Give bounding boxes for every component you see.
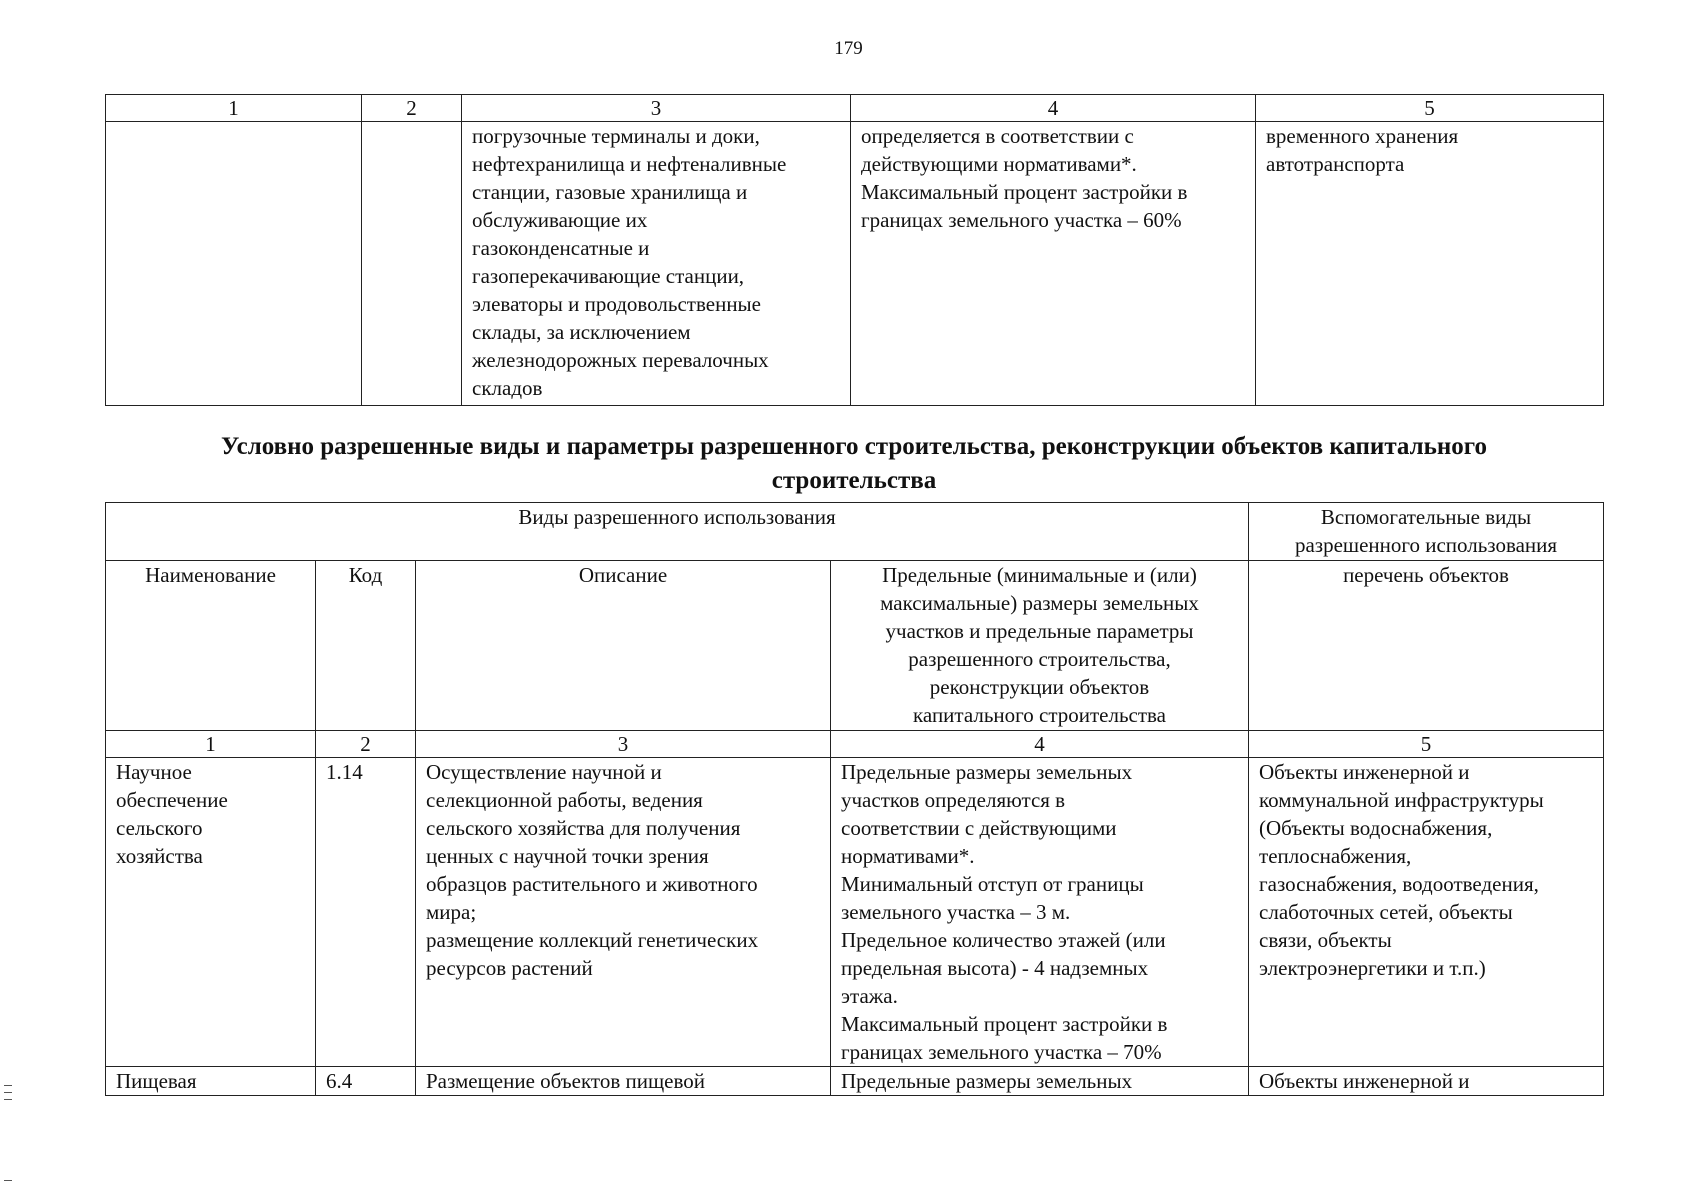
row-auxiliary-cell: Объекты инженерной и	[1249, 1067, 1604, 1096]
top-row-cell-3	[462, 122, 851, 406]
auxiliary-uses-header: Вспомогательные виды разрешенного использования	[1249, 503, 1604, 561]
margin-mark	[4, 1099, 12, 1100]
column-header-name: Наименование	[106, 561, 316, 731]
top-row-cell-2	[362, 122, 462, 406]
top-header-cell-5: 5	[1256, 95, 1604, 122]
column-header-description: Описание	[416, 561, 831, 731]
row-code-cell: 6.4	[316, 1067, 416, 1096]
top-row-objects-text: погрузочные терминалы и доки, нефтехранилища и нефтеналивные станции, газовые хранилища и обслуживающие их газоконденсатные и газоперекачивающие станции, элеваторы и продовольственные склады, за исключением железнодорожных перевалочных складов	[472, 124, 787, 400]
top-table	[105, 94, 1604, 406]
row-description-cell: Осуществление научной и селекционной работы, ведения сельского хозяйства для получения ценных с научной точки зрения образцов растительного и животного мира; размещение коллекций генетических ресурсов растений	[416, 758, 831, 1067]
column-number-2: 2	[316, 731, 416, 758]
row-code-cell: 1.14	[316, 758, 416, 1067]
page-number: 179	[834, 38, 863, 59]
top-header-cell-2: 2	[362, 95, 462, 122]
column-number-row	[106, 731, 1604, 758]
margin-mark	[4, 1085, 12, 1086]
top-row-cell-5	[1256, 122, 1604, 406]
column-header-code: Код	[316, 561, 416, 731]
row-name-cell: Научное обеспечение сельского хозяйства	[106, 758, 316, 1067]
row-name-cell: Пищевая	[106, 1067, 316, 1096]
row-description-cell: Размещение объектов пищевой	[416, 1067, 831, 1096]
top-header-cell-3: 3	[462, 95, 851, 122]
margin-mark	[4, 1180, 12, 1181]
permitted-uses-header: Виды разрешенного использования	[106, 503, 1249, 561]
row-limits-cell: Предельные размеры земельных	[831, 1067, 1249, 1096]
column-number-4: 4	[831, 731, 1249, 758]
table-row	[106, 1067, 1604, 1096]
column-number-1: 1	[106, 731, 316, 758]
column-header-row	[106, 561, 1604, 731]
row-limits-cell: Предельные размеры земельных участков определяются в соответствии с действующими нормативами*. Минимальный отступ от границы земельного участка – 3 м. Предельное количество этажей (или предельная высота) - 4 надземных этажа. Максимальный процент застройки в границах земельного участка – 70%	[831, 758, 1249, 1067]
margin-mark	[4, 1092, 12, 1093]
top-table-row	[106, 122, 1604, 406]
top-header-cell-1: 1	[106, 95, 362, 122]
section-title: Условно разрешенные виды и параметры разрешенного строительства, реконструкции объектов капитального строительства	[220, 433, 1488, 494]
top-table-header-row	[106, 95, 1604, 122]
column-number-5: 5	[1249, 731, 1604, 758]
main-table	[105, 502, 1604, 1096]
top-row-cell-4	[851, 122, 1256, 406]
top-row-limits-text: определяется в соответствии с действующими нормативами*. Максимальный процент застройки в границах земельного участка – 60%	[861, 124, 1188, 232]
column-number-3: 3	[416, 731, 831, 758]
group-header-row	[106, 503, 1604, 561]
column-header-limits: Предельные (минимальные и (или) максимальные) размеры земельных участков и предельные параметры разрешенного строительства, реконструкции объектов капитального строительства	[831, 561, 1249, 731]
table-row	[106, 758, 1604, 1067]
top-header-cell-4: 4	[851, 95, 1256, 122]
top-row-cell-1	[106, 122, 362, 406]
column-header-objects-list: перечень объектов	[1249, 561, 1604, 731]
top-row-auxiliary-text: временного хранения автотранспорта	[1266, 124, 1459, 176]
row-auxiliary-cell: Объекты инженерной и коммунальной инфраструктуры (Объекты водоснабжения, теплоснабжения, газоснабжения, водоотведения, слаботочных сетей, объекты связи, объекты электроэнергетики и т.п.)	[1249, 758, 1604, 1067]
